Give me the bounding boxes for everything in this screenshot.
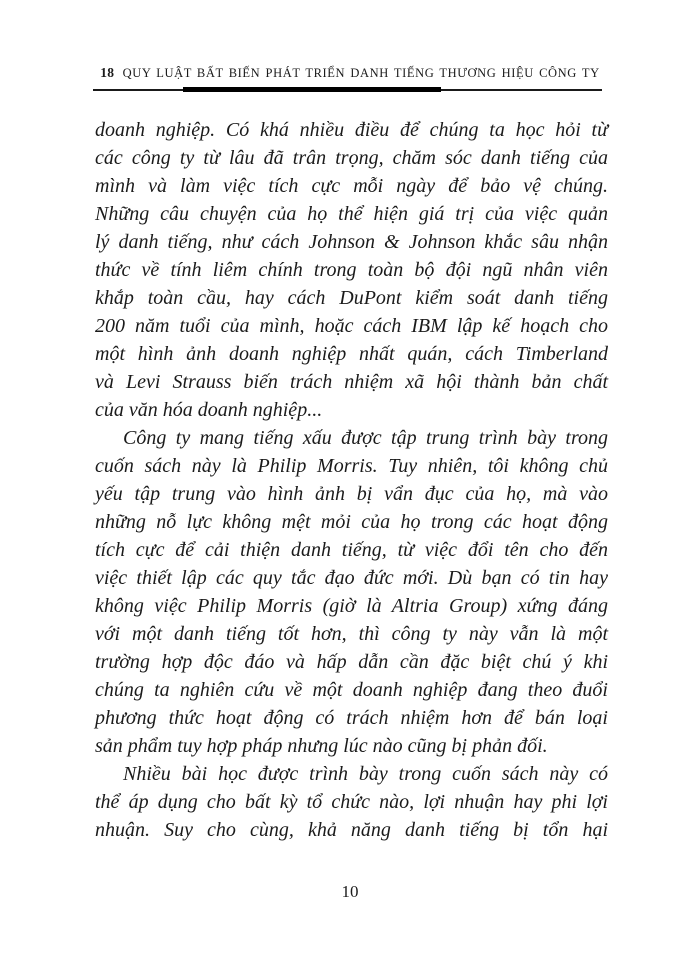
- text-line: thể áp dụng cho bất kỳ tổ chức nào, lợi nhuận hay phi lợi: [95, 791, 608, 813]
- text-line: khắp toàn cầu, hay cách DuPont kiểm soát danh tiếng: [95, 287, 608, 309]
- text-line: mình và làm việc tích cực mỗi ngày để bảo vệ chúng.: [95, 175, 608, 197]
- text-line: tích cực để cải thiện danh tiếng, từ việc đổi tên cho đến: [95, 539, 608, 561]
- text-line: của văn hóa doanh nghiệp...: [95, 399, 323, 421]
- running-header: [93, 65, 607, 81]
- text-line: những nỗ lực không mệt mỏi của họ trong các hoạt động: [95, 511, 608, 533]
- text-line: các công ty từ lâu đã trân trọng, chăm sóc danh tiếng của: [95, 147, 608, 169]
- header-rule-thick-bar: [183, 87, 441, 92]
- body-text: [95, 116, 608, 844]
- text-line: sản phẩm tuy hợp pháp nhưng lúc nào cũng bị phản đối.: [95, 735, 548, 757]
- text-line: 200 năm tuổi của mình, hoặc cách IBM lập kế hoạch cho: [95, 315, 608, 337]
- text-line: chúng ta nghiên cứu về một doanh nghiệp đang theo đuổi: [95, 679, 608, 701]
- header-rule: [93, 87, 602, 94]
- text-line: cuốn sách này là Philip Morris. Tuy nhiên, tôi không chủ: [95, 455, 608, 477]
- text-line: với một danh tiếng tốt hơn, thì công ty này vẫn là một: [95, 623, 608, 645]
- header-title: QUY LUẬT BẤT BIẾN PHÁT TRIỂN DANH TIẾNG THƯƠNG HIỆU CÔNG TY: [122, 66, 600, 80]
- text-line: trường hợp độc đáo và hấp dẫn cần đặc biệt chú ý khi: [95, 651, 608, 673]
- text-line: Những câu chuyện của họ thể hiện giá trị của việc quản: [95, 203, 608, 225]
- text-line: phương thức hoạt động có trách nhiệm hơn để bán loại: [95, 707, 608, 729]
- text-line: doanh nghiệp. Có khá nhiều điều để chúng ta học hỏi từ: [95, 119, 608, 141]
- text-line: nhuận. Suy cho cùng, khả năng danh tiếng bị tổn hại: [95, 819, 608, 841]
- header-chapter-number: 18: [100, 65, 115, 80]
- text-line: thức về tính liêm chính trong toàn bộ đội ngũ nhân viên: [95, 259, 608, 281]
- text-line: yếu tập trung vào hình ảnh bị vẩn đục của họ, mà vào: [95, 483, 608, 505]
- text-line: Công ty mang tiếng xấu được tập trung trình bày trong: [123, 427, 608, 449]
- text-line: không việc Philip Morris (giờ là Altria Group) xứng đáng: [95, 595, 608, 617]
- text-line: một hình ảnh doanh nghiệp nhất quán, cách Timberland: [95, 343, 608, 365]
- text-line: Nhiều bài học được trình bày trong cuốn sách này có: [123, 763, 608, 785]
- text-line: việc thiết lập các quy tắc đạo đức mới. Dù bạn có tin hay: [95, 567, 608, 589]
- text-line: và Levi Strauss biến trách nhiệm xã hội thành bản chất: [95, 371, 608, 393]
- text-line: lý danh tiếng, như cách Johnson & Johnson khắc sâu nhận: [95, 231, 608, 253]
- page-number: 10: [341, 882, 359, 901]
